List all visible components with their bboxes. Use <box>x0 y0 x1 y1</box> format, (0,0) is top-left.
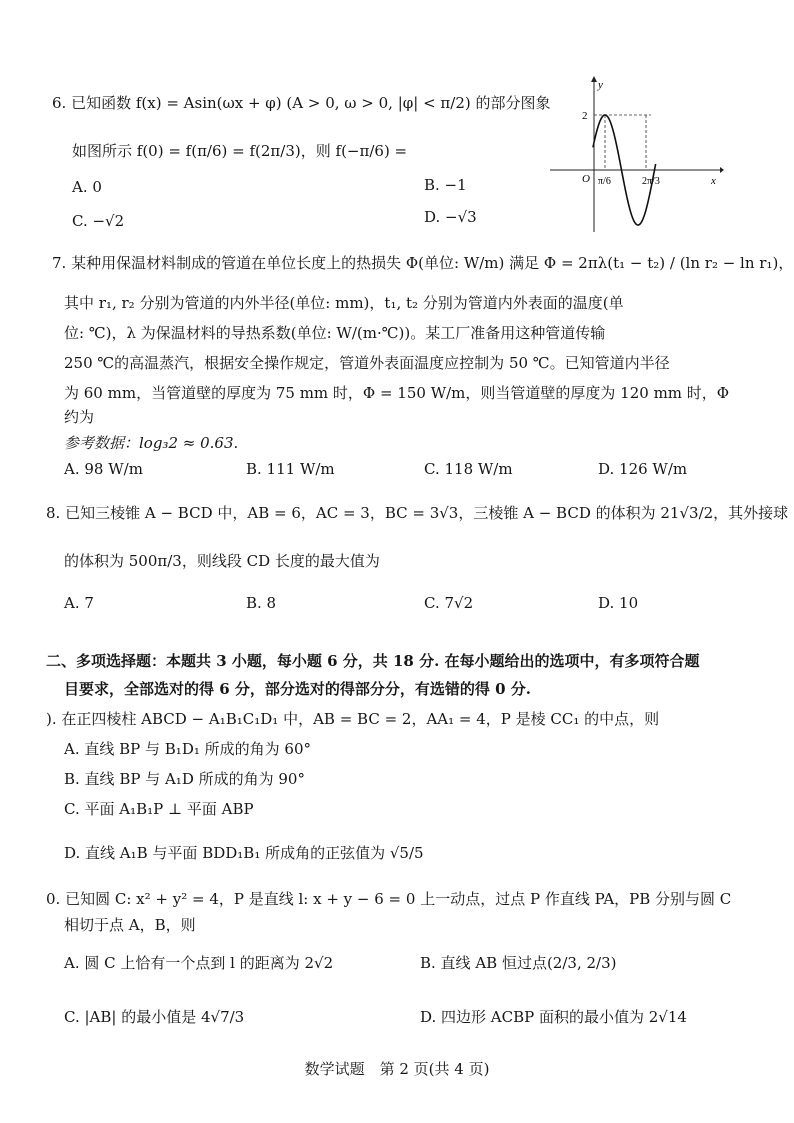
q10-line2: 相切于点 A，B，则 <box>64 916 196 934</box>
q8-option-c: C. 7√2 <box>424 594 474 612</box>
q7-line6: 约为 <box>64 408 95 426</box>
page-footer: 数学试题 第 2 页(共 4 页) <box>304 1060 490 1078</box>
q6-option-b: B. −1 <box>424 176 467 194</box>
q8-option-a: A. 7 <box>64 594 94 612</box>
q7-line4: 250 ℃的高温蒸汽，根据安全操作规定，管道外表面温度应控制为 50 ℃。已知管道内半径 <box>64 354 670 372</box>
q9-option-a: A. 直线 BP 与 B₁D₁ 所成的角为 60° <box>64 740 311 758</box>
q10-option-c: C. |AB| 的最小值是 4√7/3 <box>64 1008 245 1026</box>
q9-stem: ). 在正四棱柱 ABCD − A₁B₁C₁D₁ 中，AB = BC = 2，AA₁ = 4，P 是棱 CC₁ 的中点，则 <box>46 710 660 728</box>
q10-option-d: D. 四边形 ACBP 面积的最小值为 2√14 <box>420 1008 687 1026</box>
q7-line5: 为 60 mm，当管道壁的厚度为 75 mm 时，Φ = 150 W/m，则当管道壁的厚度为 120 mm 时，Φ <box>64 384 730 402</box>
q6-stem-line2: 如图所示 f(0) = f(π/6) = f(2π/3)，则 f(−π/6) = <box>72 142 408 160</box>
q9-option-d: D. 直线 A₁B 与平面 BDD₁B₁ 所成角的正弦值为 √5/5 <box>64 844 424 862</box>
x-axis-arrow-icon <box>720 167 724 173</box>
q7-line1: 7. 某种用保温材料制成的管道在单位长度上的热损失 Φ(单位: W/m) 满足 Φ = 2πλ(t₁ − t₂) / (ln r₂ − ln r₁)， <box>52 254 794 272</box>
q10-option-a: A. 圆 C 上恰有一个点到 l 的距离为 2√2 <box>64 954 334 972</box>
q6-stem-line1: 6. 已知函数 f(x) = Asin(ωx + φ) (A > 0, ω > 0, |φ| < π/2) 的部分图象 <box>52 94 551 112</box>
y-axis-label: y <box>598 79 603 91</box>
q10-line1: 0. 已知圆 C: x² + y² = 4，P 是直线 l: x + y − 6 = 0 上一动点，过点 P 作直线 PA，PB 分别与圆 C <box>46 890 732 908</box>
x-axis-label: x <box>711 175 716 187</box>
q7-option-d: D. 126 W/m <box>598 460 688 478</box>
x-tick-label-2pi3: 2π/3 <box>642 176 660 187</box>
q7-option-c: C. 118 W/m <box>424 460 513 478</box>
q10-option-b: B. 直线 AB 恒过点(2/3, 2/3) <box>420 954 617 972</box>
y-axis-arrow-icon <box>591 76 597 82</box>
q6-option-c: C. −√2 <box>72 212 125 230</box>
q7-line2: 其中 r₁, r₂ 分别为管道的内外半径(单位: mm)，t₁, t₂ 分别为管道内外表面的温度(单 <box>64 294 624 312</box>
q8-option-b: B. 8 <box>246 594 277 612</box>
q7-line3: 位: ℃)，λ 为保温材料的导热系数(单位: W/(m·℃))。某工厂准备用这种管道传输 <box>64 324 606 342</box>
q8-line1: 8. 已知三棱锥 A − BCD 中，AB = 6，AC = 3，BC = 3√3，三棱锥 A − BCD 的体积为 21√3/2，其外接球 <box>46 504 789 522</box>
section2-heading-line1: 二、多项选择题：本题共 3 小题，每小题 6 分，共 18 分. 在每小题给出的选项中，有多项符合题 <box>46 652 700 670</box>
q6-option-a: A. 0 <box>72 178 102 196</box>
origin-label: O <box>582 173 590 185</box>
section2-heading-line2: 目要求，全部选对的得 6 分，部分选对的得部分分，有选错的得 0 分. <box>64 680 531 698</box>
y-tick-label: 2 <box>582 110 588 122</box>
x-tick-label-pi6: π/6 <box>598 176 611 187</box>
q7-option-b: B. 111 W/m <box>246 460 335 478</box>
q6-option-d: D. −√3 <box>424 208 477 226</box>
q8-option-d: D. 10 <box>598 594 639 612</box>
q7-reference: 参考数据：log₃2 ≈ 0.63. <box>64 434 239 452</box>
q8-line2: 的体积为 500π/3，则线段 CD 长度的最大值为 <box>64 552 380 570</box>
q9-option-b: B. 直线 BP 与 A₁D 所成的角为 90° <box>64 770 305 788</box>
q9-option-c: C. 平面 A₁B₁P ⊥ 平面 ABP <box>64 800 254 818</box>
q6-sine-graph <box>548 74 724 234</box>
q7-option-a: A. 98 W/m <box>64 460 143 478</box>
